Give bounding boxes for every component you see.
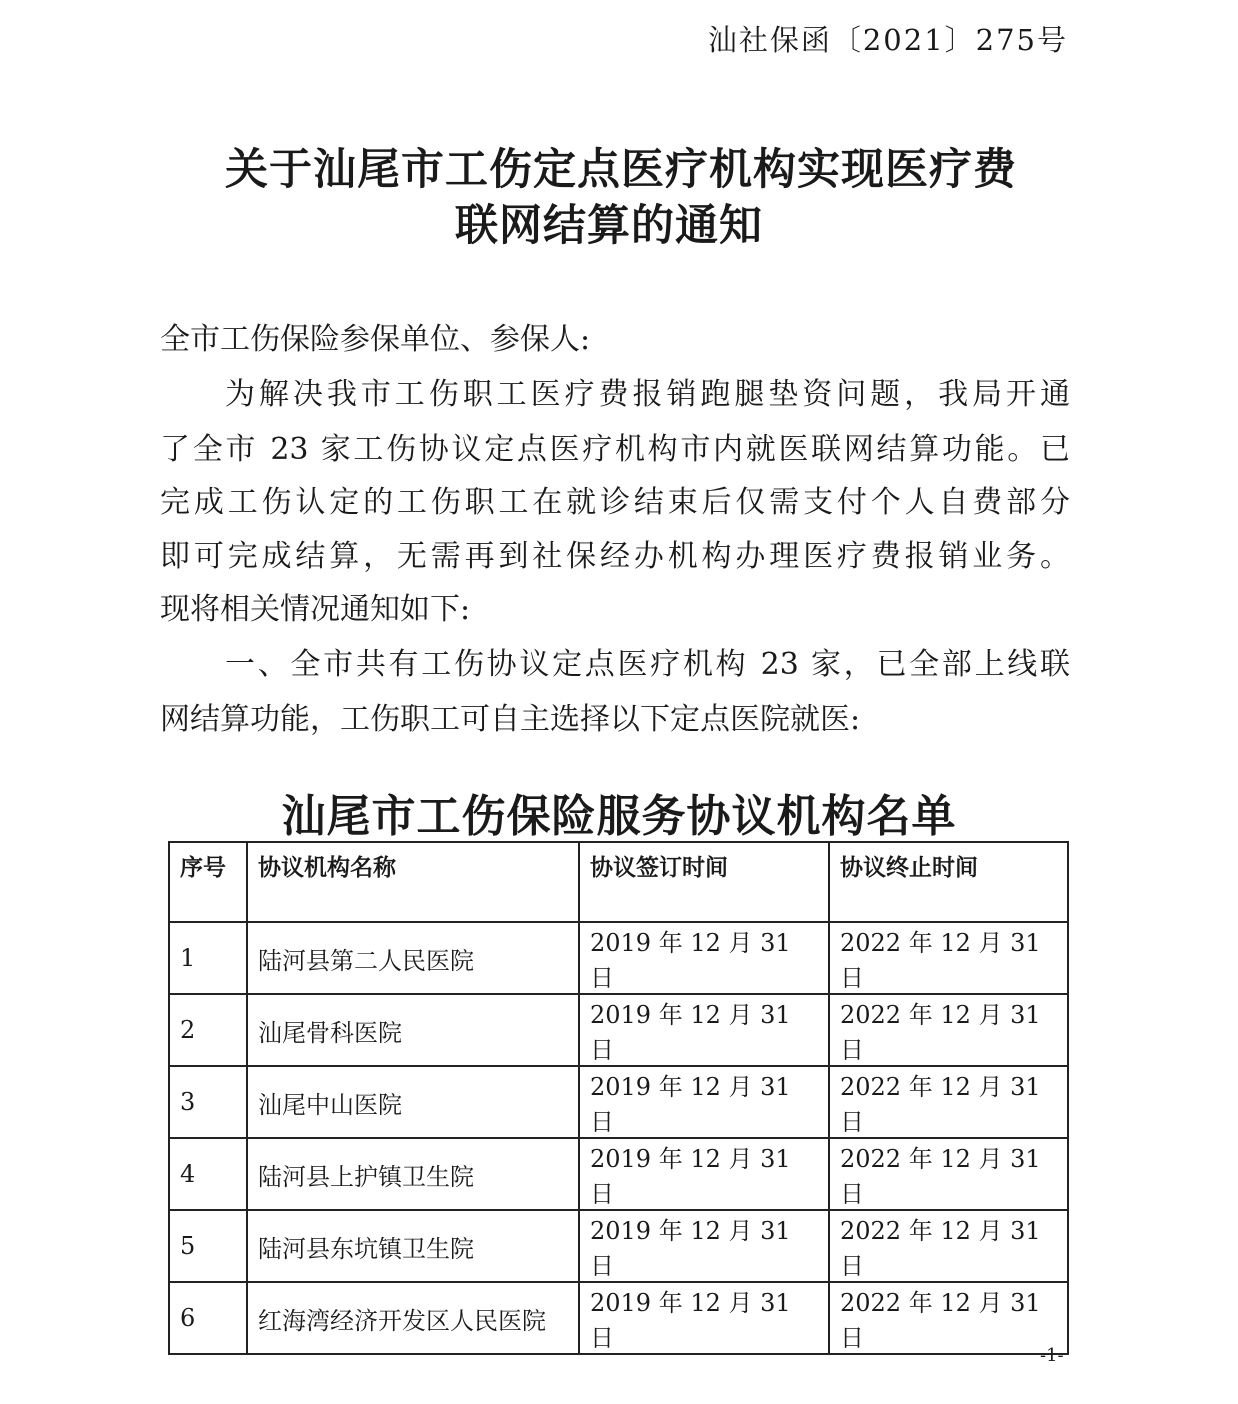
page-number: -1-: [1040, 1345, 1064, 1366]
cell-index: 1: [169, 922, 247, 994]
cell-end-date: 2022 年 12 月 31 日: [829, 1066, 1068, 1138]
table-row: [169, 1066, 1068, 1138]
cell-end-date: 2022 年 12 月 31 日: [829, 1138, 1068, 1210]
salutation: 全市工伤保险参保单位、参保人:: [160, 322, 591, 357]
cell-sign-date: 2019 年 12 月 31 日: [579, 1138, 829, 1210]
table-row: [169, 922, 1068, 994]
cell-name: 汕尾中山医院: [247, 1066, 579, 1138]
cell-index: 5: [169, 1210, 247, 1282]
table-row: [169, 994, 1068, 1066]
cell-index: 2: [169, 994, 247, 1066]
cell-index: 6: [169, 1282, 247, 1354]
cell-sign-date: 2019 年 12 月 31 日: [579, 922, 829, 994]
cell-name: 陆河县东坑镇卫生院: [247, 1210, 579, 1282]
cell-name: 陆河县第二人民医院: [247, 922, 579, 994]
cell-name: 汕尾骨科医院: [247, 994, 579, 1066]
cell-sign-date: 2019 年 12 月 31 日: [579, 1282, 829, 1354]
header-index: 序号: [169, 842, 247, 922]
document-title-line-2: 联网结算的通知: [455, 201, 763, 251]
cell-name: 陆河县上护镇卫生院: [247, 1138, 579, 1210]
cell-name: 红海湾经济开发区人民医院: [247, 1282, 579, 1354]
document-title-line-1: 关于汕尾市工伤定点医疗机构实现医疗费: [225, 145, 1017, 195]
table-title: 汕尾市工伤保险服务协议机构名单: [281, 791, 957, 842]
cell-index: 4: [169, 1138, 247, 1210]
cell-sign-date: 2019 年 12 月 31 日: [579, 994, 829, 1066]
table-row: [169, 1282, 1068, 1354]
cell-index: 3: [169, 1066, 247, 1138]
body-line: 了全市 23 家工伤协议定点医疗机构市内就医联网结算功能。已: [160, 432, 1070, 467]
table-header-row: [169, 842, 1068, 922]
body-line: 网结算功能，工伤职工可自主选择以下定点医院就医:: [160, 702, 861, 737]
body-line: 即可完成结算，无需再到社保经办机构办理医疗费报销业务。: [160, 539, 1070, 574]
table-row: [169, 1210, 1068, 1282]
body-line: 为解决我市工伤职工医疗费报销跑腿垫资问题，我局开通: [225, 377, 1070, 412]
document-number: 汕社保函〔2021〕275号: [707, 23, 1068, 57]
cell-end-date: 2022 年 12 月 31 日: [829, 922, 1068, 994]
cell-sign-date: 2019 年 12 月 31 日: [579, 1066, 829, 1138]
header-end-date: 协议终止时间: [829, 842, 1068, 922]
cell-sign-date: 2019 年 12 月 31 日: [579, 1210, 829, 1282]
header-name: 协议机构名称: [247, 842, 579, 922]
table-row: [169, 1138, 1068, 1210]
cell-end-date: 2022 年 12 月 31 日: [829, 994, 1068, 1066]
body-line: 一、全市共有工伤协议定点医疗机构 23 家，已全部上线联: [225, 647, 1070, 682]
cell-end-date: 2022 年 12 月 31 日: [829, 1282, 1068, 1354]
cell-end-date: 2022 年 12 月 31 日: [829, 1210, 1068, 1282]
institution-table: [168, 841, 1069, 1355]
body-line: 完成工伤认定的工伤职工在就诊结束后仅需支付个人自费部分: [160, 485, 1070, 520]
header-sign-date: 协议签订时间: [579, 842, 829, 922]
body-line: 现将相关情况通知如下:: [160, 592, 471, 627]
